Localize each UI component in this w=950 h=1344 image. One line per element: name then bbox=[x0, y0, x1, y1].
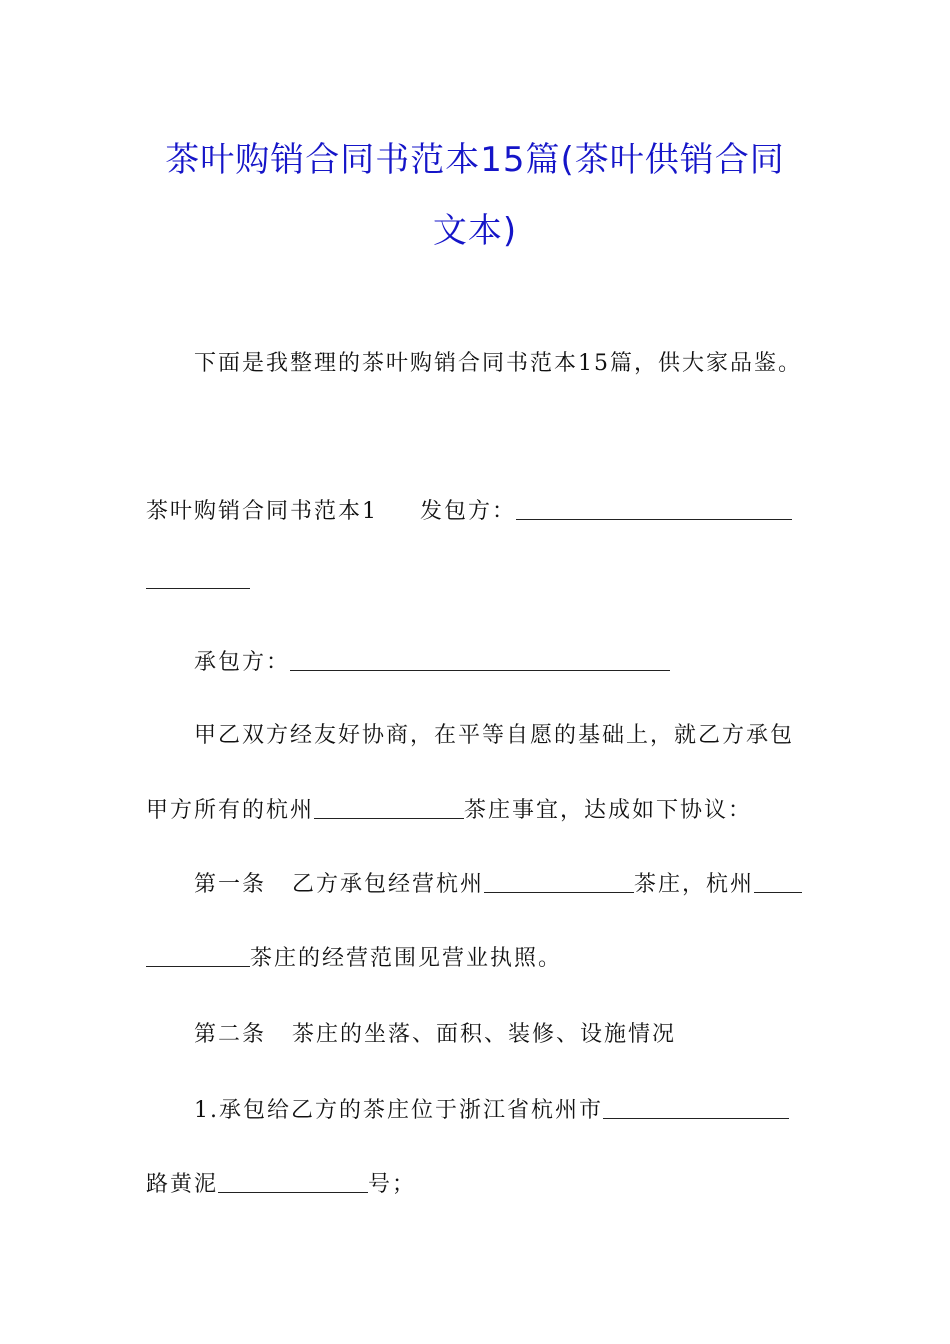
item1-line1 bbox=[194, 1093, 854, 1124]
document-title-line1: 茶叶购销合同书范本15篇(茶叶供销合同 bbox=[165, 140, 785, 180]
teahouse-name-blank bbox=[314, 798, 464, 819]
document-title-line2: 文本) bbox=[432, 211, 518, 251]
article1-label: 第一条 bbox=[194, 872, 267, 897]
party-a-blank-continued-row bbox=[146, 568, 806, 593]
party-b-blank bbox=[290, 650, 670, 671]
article1-blank-1 bbox=[484, 872, 634, 893]
intro-paragraph: 下面是我整理的茶叶购销合同书范本15篇，供大家品鉴。 bbox=[194, 351, 802, 376]
article1-blank-2 bbox=[754, 872, 802, 893]
article1-line1 bbox=[194, 867, 854, 898]
party-a-label: 发包方： bbox=[420, 499, 517, 524]
para1-line2 bbox=[146, 793, 806, 824]
item1-text-a: 1.承包给乙方的茶庄位于浙江省杭州市 bbox=[194, 1098, 603, 1123]
item1-number-blank bbox=[218, 1172, 368, 1193]
article1-line2-text: 茶庄的经营范围见营业执照。 bbox=[250, 946, 563, 971]
section-heading: 茶叶购销合同书范本1 bbox=[146, 499, 378, 524]
para1-line2-text-a: 甲方所有的杭州 bbox=[146, 798, 315, 823]
item1-city-blank bbox=[603, 1098, 789, 1119]
party-b-row bbox=[194, 645, 854, 676]
party-a-blank-continued bbox=[146, 568, 250, 589]
party-b-label: 承包方： bbox=[194, 650, 291, 675]
article1-blank-2-continued bbox=[146, 946, 250, 967]
para1-line1: 甲乙双方经友好协商，在平等自愿的基础上，就乙方承包 bbox=[194, 723, 795, 748]
item1-line2 bbox=[146, 1167, 806, 1198]
article2-line bbox=[194, 1017, 854, 1048]
article1-text-a: 乙方承包经营杭州 bbox=[292, 872, 485, 897]
item1-line2-text-a: 路黄泥 bbox=[146, 1172, 219, 1197]
article1-line2 bbox=[146, 941, 806, 972]
para1-line2-text-b: 茶庄事宜，达成如下协议： bbox=[464, 798, 753, 823]
section-heading-row bbox=[146, 494, 806, 525]
party-a-blank bbox=[516, 499, 792, 520]
article2-label: 第二条 bbox=[194, 1022, 267, 1047]
article1-text-b: 茶庄，杭州 bbox=[634, 872, 755, 897]
article2-text: 茶庄的坐落、面积、装修、设施情况 bbox=[292, 1022, 677, 1047]
item1-line2-text-b: 号； bbox=[368, 1172, 417, 1197]
